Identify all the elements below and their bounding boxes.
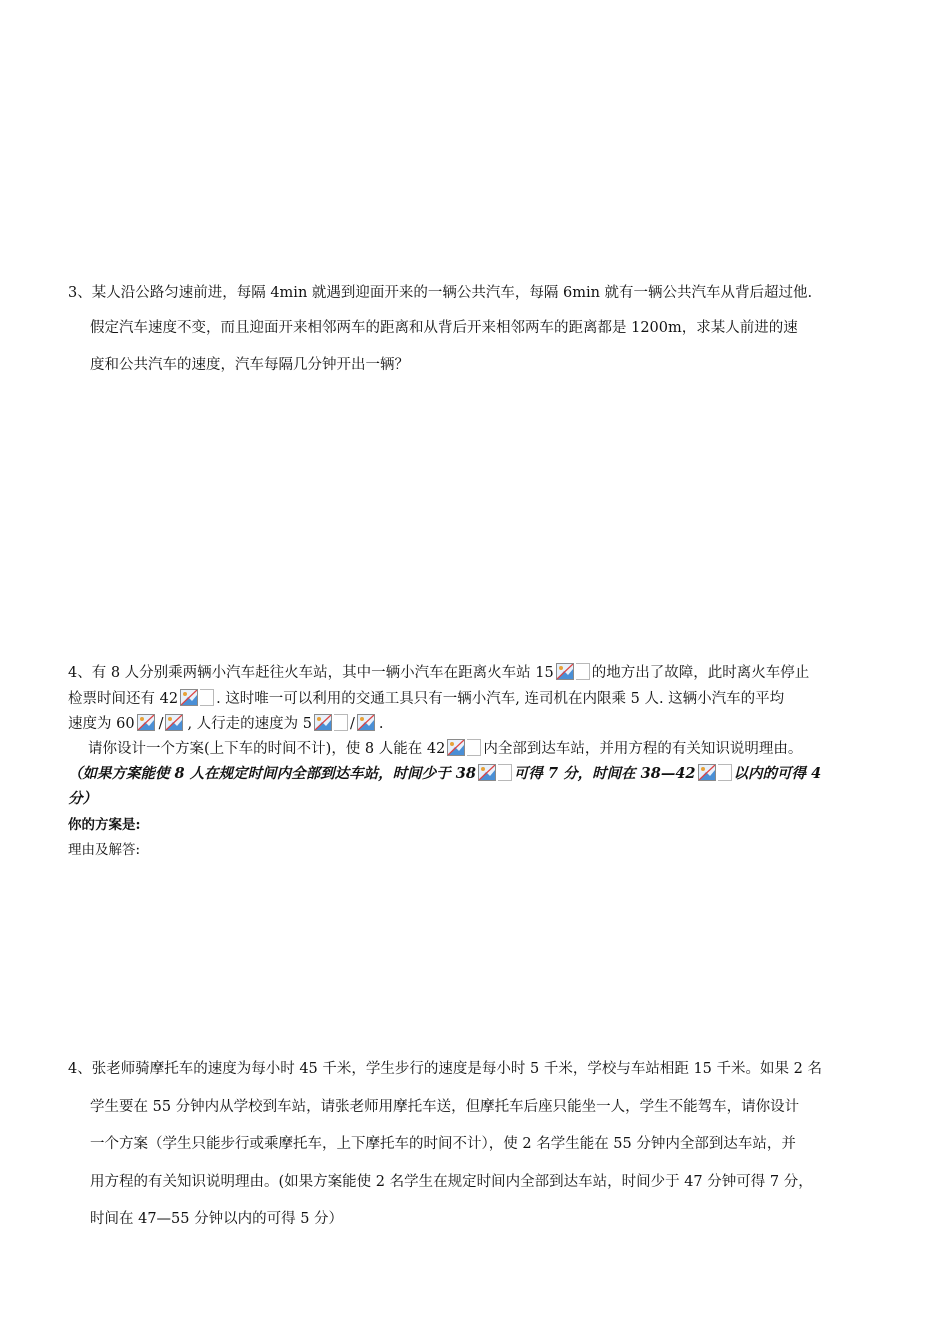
q4b-line-4: 用方程的有关知识说明理由。(如果方案能使 2 名学生在规定时间内全部到达车站，时间少于 47 分钟可得 7 分， (90, 1174, 813, 1190)
q4a-text: 检票时间还有 42 (68, 691, 179, 707)
broken-image-icon (555, 662, 591, 682)
q4a-text: 的地方出了故障，此时离火车停止 (591, 665, 810, 681)
broken-image-icon (136, 713, 158, 733)
q4a-text: / (158, 716, 164, 732)
q4a-line-6: 分） (68, 790, 97, 807)
q4a-text: 以内的可得 4 (733, 765, 822, 782)
q3-line-3: 度和公共汽车的速度，汽车每隔几分钟开出一辆？ (90, 357, 409, 373)
q4a-text: . 这时唯一可以利用的交通工具只有一辆小汽车, 连司机在内限乘 5 人. 这辆小汽车的平均 (216, 691, 785, 707)
q4a-text: （如果方案能使 8 人在规定时间内全部到达车站，时间少于 38 (68, 765, 476, 782)
q3-line-2: 假定汽车速度不变，而且迎面开来相邻两车的距离和从背后开来相邻两车的距离都是 1200m，求某人前进的速 (90, 320, 798, 336)
q4a-text: / (350, 716, 355, 732)
broken-image-icon (313, 713, 349, 733)
broken-image-icon (446, 738, 482, 758)
q4b-line-3: 一个方案（学生只能步行或乘摩托车，上下摩托车的时间不计），使 2 名学生能在 55 分钟内全部到达车站，并 (90, 1136, 796, 1152)
q4a-text: . (378, 716, 384, 732)
q4a-text: , 人行走的速度为 5 (187, 716, 313, 732)
q4a-line-2 (68, 688, 784, 709)
broken-image-icon (356, 713, 378, 733)
q4a-text: 内全部到达车站，并用方程的有关知识说明理由。 (483, 741, 803, 757)
plan-label: 你的方案是: (68, 817, 141, 833)
q4b-line-2: 学生要在 55 分钟内从学校到车站，请张老师用摩托车送，但摩托车后座只能坐一人，学生不能驾车，请你设计 (90, 1099, 800, 1115)
q4a-text: 请你设计一个方案(上下车的时间不计)，使 8 人能在 42 (88, 741, 446, 757)
broken-image-icon (179, 688, 215, 708)
reason-label: 理由及解答: (68, 842, 141, 858)
q4a-line-3 (68, 713, 384, 734)
q4a-line-4 (88, 738, 802, 759)
q4a-line-5 (68, 763, 821, 784)
q4a-text: 速度为 60 (68, 716, 135, 732)
q4a-text: 4、有 8 人分别乘两辆小汽车赶往火车站，其中一辆小汽车在距离火车站 15 (68, 665, 554, 681)
q4b-line-1: 4、张老师骑摩托车的速度为每小时 45 千米，学生步行的速度是每小时 5 千米，学校与车站相距 15 千米。如果 2 名 (68, 1061, 822, 1077)
q3-line-1: 3、某人沿公路匀速前进，每隔 4min 就遇到迎面开来的一辆公共汽车，每隔 6min 就有一辆公共汽车从背后超过他. (68, 285, 813, 301)
q4a-line-1 (68, 662, 809, 683)
broken-image-icon (697, 763, 733, 783)
broken-image-icon (164, 713, 186, 733)
q4b-line-5: 时间在 47—55 分钟以内的可得 5 分） (90, 1211, 344, 1227)
broken-image-icon (477, 763, 513, 783)
q4a-text: 可得 7 分，时间在 38—42 (513, 765, 696, 782)
